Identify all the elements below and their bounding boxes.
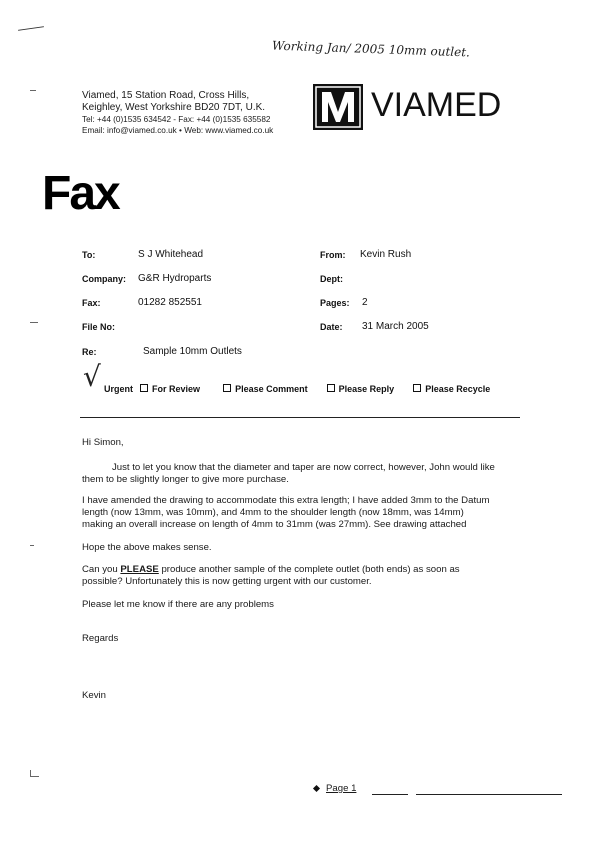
to-label: To: (82, 250, 96, 260)
greeting: Hi Simon, (82, 437, 124, 448)
closing: Regards (82, 633, 119, 644)
to-value: S J Whitehead (138, 249, 204, 260)
viamed-logo-mark (313, 84, 363, 130)
footer-page-label: Page 1 (326, 783, 357, 794)
company-label: Company: (82, 274, 127, 284)
please-recycle-option: Please Recycle (425, 384, 491, 394)
address-line-2: Keighley, West Yorkshire BD20 7DT, U.K. (82, 102, 266, 113)
paragraph-5: Please let me know if there are any problems (82, 599, 274, 610)
company-value: G&R Hydroparts (138, 273, 212, 284)
please-comment-checkbox (223, 384, 231, 392)
for-review-checkbox (140, 384, 148, 392)
re-value: Sample 10mm Outlets (143, 346, 242, 357)
dept-label: Dept: (320, 274, 343, 284)
from-value: Kevin Rush (360, 249, 412, 260)
paragraph-4-line-1 (82, 564, 460, 576)
please-emphasis: PLEASE (120, 564, 159, 575)
paragraph-1-line-1: Just to let you know that the diameter and taper are now correct, however, John would like (112, 462, 495, 473)
urgent-check-mark: √ (83, 360, 101, 393)
scan-mark-left-1 (30, 90, 36, 91)
paragraph-4-line-2: possible? Unfortunately this is now getting urgent with our customer. (82, 576, 372, 587)
urgent-option: Urgent (104, 384, 133, 394)
from-label: From: (320, 250, 346, 260)
address-email-web: Email: info@viamed.co.uk • Web: www.viamed.co.uk (82, 126, 274, 135)
pages-label: Pages: (320, 298, 350, 308)
address-line-1: Viamed, 15 Station Road, Cross Hills, (82, 90, 250, 101)
footer-rule-2 (416, 794, 562, 795)
handwritten-note: Working Jan/ 2005 10mm outlet. (271, 38, 471, 60)
re-label: Re: (82, 347, 97, 357)
paragraph-2-line-1: I have amended the drawing to accommodate this extra length; I have added 3mm to the Datum (82, 495, 490, 506)
paragraph-3: Hope the above makes sense. (82, 542, 212, 553)
scan-mark-left-2 (30, 322, 38, 323)
options-row (104, 384, 490, 394)
scan-mark-top (18, 26, 44, 31)
viamed-logo-word: VIAMED (371, 86, 502, 124)
scan-mark-left-3 (30, 545, 34, 546)
for-review-option: For Review (152, 384, 201, 394)
footer-rule-1 (372, 794, 408, 795)
date-value: 31 March 2005 (362, 321, 429, 332)
please-comment-option: Please Comment (235, 384, 308, 394)
paragraph-4-suffix: produce another sample of the complete outlet (both ends) as soon as (158, 564, 460, 575)
paragraph-2-line-2: length (now 13mm, was 10mm), and 4mm to the shoulder length (now 18mm, was 14mm) (82, 507, 464, 518)
date-label: Date: (320, 322, 343, 332)
please-reply-checkbox (327, 384, 335, 392)
pages-value: 2 (362, 297, 368, 308)
paragraph-4-prefix: Can you (82, 564, 121, 575)
scan-mark-left-4 (30, 770, 39, 777)
footer-bullet-icon (313, 785, 320, 792)
header-separator-rule (80, 417, 520, 418)
fax-number-value: 01282 852551 (138, 297, 202, 308)
signature: Kevin (82, 690, 106, 701)
paragraph-1-line-2: them to be slightly longer to give more purchase. (82, 474, 289, 485)
please-reply-option: Please Reply (338, 384, 395, 394)
company-address (82, 90, 273, 136)
file-no-label: File No: (82, 322, 115, 332)
please-recycle-checkbox (413, 384, 421, 392)
paragraph-2-line-3: making an overall increase on length of 4mm to 31mm (was 27mm). See drawing attached (82, 519, 467, 530)
address-phone-fax: Tel: +44 (0)1535 634542 - Fax: +44 (0)1535 635582 (82, 115, 271, 124)
viamed-logo-icon (313, 84, 363, 130)
fax-title: Fax (42, 167, 119, 220)
fax-number-label: Fax: (82, 298, 101, 308)
